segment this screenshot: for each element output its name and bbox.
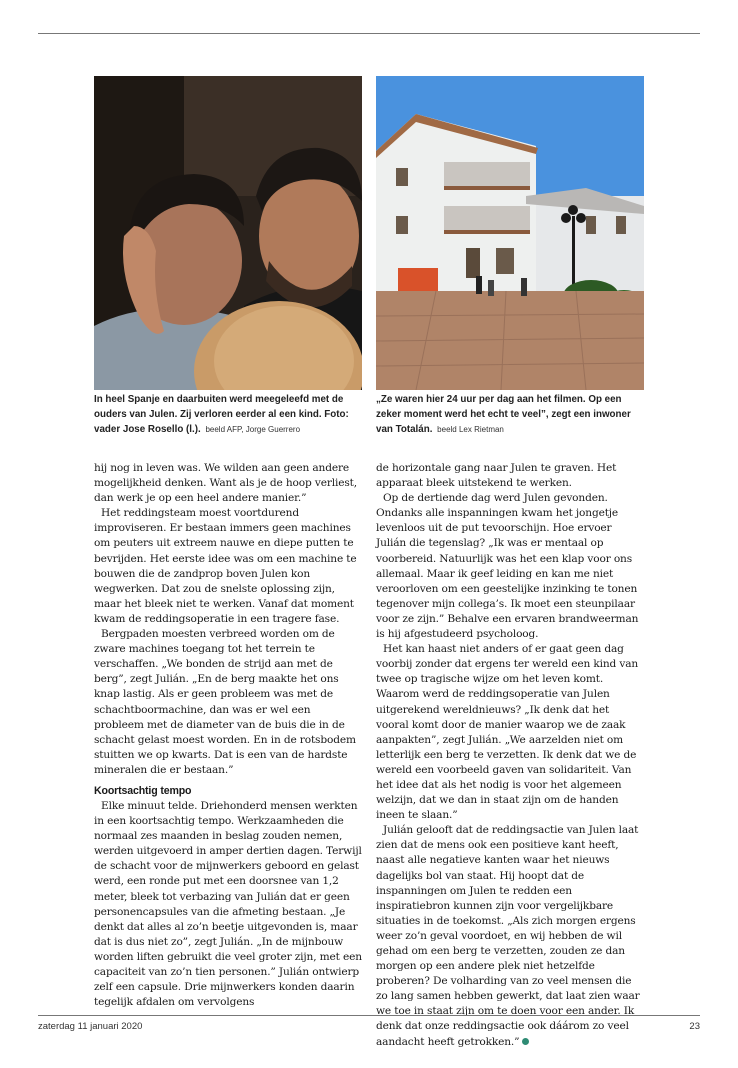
article-paragraph: de horizontale gang naar Julen te graven. Het apparaat bleek uitstekend te werken.: [376, 462, 617, 490]
article-paragraph: Bergpaden moesten verbreed worden om de zware machines toegang tot het terrein te verschaffen. „We bonden de strijd aan met de berg”, zegt Julián. „En de berg maakte het ons knap lastig. Als er geen probleem was met de schachtboormachine, dan was er wel een probleem met de diameter van de buis die in de schacht gelast moest worden. En in de rotsbodem stuitten we op kwarts. Dat is een van de hardste mineralen die er bestaan.”: [94, 628, 356, 776]
footer-rule: [38, 1015, 700, 1016]
article-paragraph: hij nog in leven was. We wilden aan geen andere mogelijkheid denken. Want als je de hoop verliest, dan werk je op een heel andere manier.”: [94, 462, 357, 505]
header-rule: [38, 33, 700, 34]
caption-text: „Ze waren hier 24 uur per dag aan het filmen. Op een zeker moment werd het echt te veel”, zegt een inwoner van Totalán.: [376, 394, 631, 435]
article-paragraph: Het reddingsteam moest voortdurend improviseren. Er bestaan immers geen machines om peuters uit extreem nauwe en diepe putten te bevrijden. Het eerste idee was om een machine te bouwen die de zandprop boven Julen kon wegwerken. Dat zou de snelste oplossing zijn, maar het bleek niet te werken. Vanaf dat moment kwam de reddingsoperatie in een tragere fase.: [94, 507, 357, 625]
photo-caption-left: [94, 392, 366, 437]
photo-credit: beeld AFP, Jorge Guerrero: [205, 425, 301, 434]
end-of-article-dot-icon: [522, 1038, 529, 1045]
photo-credit: beeld Lex Rietman: [437, 425, 504, 434]
article-column-left: [94, 461, 362, 1010]
photo-caption-right: [376, 392, 648, 437]
photo-totalan-square: [376, 76, 644, 390]
footer-date: zaterdag 11 januari 2020: [38, 1021, 143, 1032]
article-paragraph-text: Julián gelooft dat de reddingsactie van Julen laat zien dat de mens ook een positieve kant heeft, naast alle negatieve kanten waar het nieuws dagelijks bol van staat. Hij hoopt dat de inspanningen om Julen te redden een inspiratiebron kunnen zijn voor vergelijkbare situaties in de toekomst. „Als zich morgen ergens weer zo’n geval voordoet, en wij hebben de wil gehad om een berg te verzetten, zouden ze dan morgen op een andere plek niet hetzelfde proberen? De volharding van zo veel mensen die zo lang samen hebben gewerkt, dat laat zien waar we toe in staat zijn om te doen voor een ander. Ik denk dat onze reddingsactie ook dáárom zo veel aandacht heeft getrokken.”: [376, 824, 640, 1048]
article-paragraph: Elke minuut telde. Driehonderd mensen werkten in een koortsachtig tempo. Werkzaamheden die normaal zes maanden in beslag zouden nemen, werden uitgevoerd in amper dertien dagen. Terwijl de schacht voor de mijnwerkers geboord en gelast werd, een ronde put met een doorsnee van 1,2 meter, bleek tot verbazing van Julián dat er geen personencapsules van die afmeting bestaan. „Je denkt dat alles al zo’n beetje uitgevonden is, maar dat is dus niet zo”, zegt Julián. „In de mijnbouw worden liften gebruikt die veel groter zijn, met een capaciteit van zo’n tien personen.” Julián ontwierp zelf een capsule. Drie mijnwerkers konden daarin tegelijk afdalen om vervolgens: [94, 799, 362, 1009]
article-paragraph: Op de dertiende dag werd Julen gevonden. Ondanks alle inspanningen kwam het jongetje levenloos uit de put tevoorschijn. Hoe ervoer Julián die tegenslag? „Ik was er mentaal op voorbereid. Natuurlijk was het een klap voor ons allemaal. Maar ik geef leiding en kan me niet veroorloven om een geestelijke inzinking te tonen tegenover mijn collega’s. Ik moet een steunpilaar voor ze zijn.” Behalve een ervaren brandweerman is hij afgestudeerd psycholoog.: [376, 492, 639, 641]
article-column-right: [376, 461, 644, 1050]
article-subheading: Koortsachtig tempo: [94, 784, 192, 797]
article-paragraph: Het kan haast niet anders of er gaat geen dag voorbij zonder dat ergens ter wereld een kind van twee op tragische wijze om het leven komt. Waarom werd de reddingsoperatie van Julen uitgerekend wereldnieuws? „Ik denk dat het vooral komt door de manier waarop we de zaak aanpakten”, zegt Julián. „We aarzelden niet om letterlijk een berg te verzetten. Ik denk dat we de wereld een voorbeeld gaven van solidariteit. Van het idee dat als het nodig is voor het algemeen welzijn, dat we dan in staat zijn om de handen ineen te slaan.”: [376, 643, 639, 822]
caption-text: In heel Spanje en daarbuiten werd meegeleefd met de ouders van Julen. Zij verloren eerder al een kind. Foto: vader Jose Rosello (l.).: [94, 394, 349, 435]
page-number: 23: [689, 1021, 700, 1032]
photo-grieving-parents: [94, 76, 362, 390]
